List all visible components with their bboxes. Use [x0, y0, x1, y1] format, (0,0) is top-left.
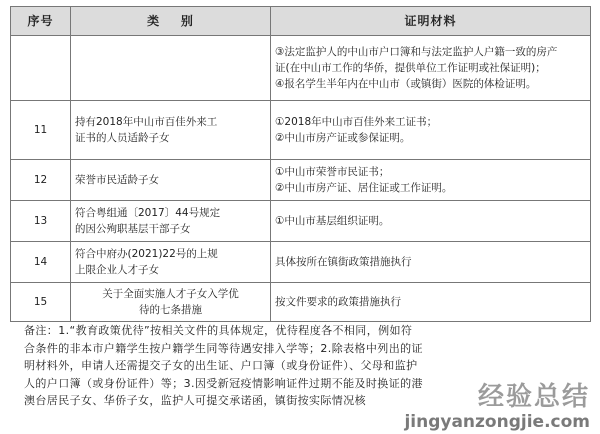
cell-category: [71, 201, 271, 242]
table-row: [11, 201, 591, 242]
materials-line: ①中山市基层组织证明。: [275, 215, 390, 227]
cell-materials: [271, 101, 591, 160]
watermark-chinese: 经验总结: [477, 382, 590, 412]
cell-no: 12: [11, 160, 71, 201]
category-line: 持有2018年中山市百佳外来工: [75, 116, 218, 128]
table-row: [11, 242, 591, 283]
cell-materials: [271, 242, 591, 283]
policy-materials-table: [10, 6, 591, 322]
materials-line: ①中山市荣誉市民证书；: [275, 166, 390, 178]
category-line: 待的七条措施: [139, 304, 202, 316]
category-line: 关于全面实施人才子女入学优: [102, 288, 239, 300]
note-line: 合条件的非本市户籍学生按户籍学生同等待遇安排入学等；2.除表格中列出的证: [24, 341, 423, 355]
materials-line: ③法定监护人的中山市户口簿和与法定监护人户籍一致的房产: [275, 46, 558, 58]
materials-line: ①2018年中山市百佳外来工证书；: [275, 116, 438, 128]
category-line: 荣誉市民适龄子女: [75, 174, 159, 186]
cell-category: [71, 160, 271, 201]
category-line: 符合粤组通〔2017〕44号规定: [75, 207, 221, 219]
category-line: 的因公殉职基层干部子女: [75, 223, 191, 235]
table-row: [11, 160, 591, 201]
watermark-url: jingyanzongjie.com: [404, 412, 590, 432]
materials-line: 按文件要求的政策措施执行: [275, 296, 401, 308]
note-line: 备注：1.“教育政策优待”按相关文件的具体规定，优待程度各不相同，例如符: [24, 324, 413, 337]
category-line: 上限企业人才子女: [75, 264, 159, 276]
cell-category: [71, 242, 271, 283]
header-materials: 证明材料: [271, 7, 591, 36]
note-line: 明材料外，申请人还需提交子女的出生证、户口簿（或身份证件）、父母和监护: [24, 359, 418, 372]
materials-line: ②中山市房产证或参保证明。: [275, 132, 411, 144]
note-line: 人的户口簿（或身份证件）等；3.因受新冠疫情影响证件过期不能及时换证的港: [24, 376, 423, 390]
cell-category: [71, 101, 271, 160]
note-line: 澳台居民子女、华侨子女，监护人可提交承诺函，镇街按实际情况核: [24, 394, 366, 407]
cell-no: 13: [11, 201, 71, 242]
category-line: 证书的人员适龄子女: [75, 132, 170, 144]
table-row: [11, 101, 591, 160]
cell-no: 11: [11, 101, 71, 160]
cell-materials: [271, 201, 591, 242]
materials-line: ②中山市房产证、居住证或工作证明。: [275, 182, 453, 194]
cell-no-empty: [11, 36, 71, 101]
header-category: 类 别: [71, 7, 271, 36]
table-row-continuation: [11, 36, 591, 101]
remarks-note: [24, 322, 584, 410]
table-header-row: [11, 7, 591, 36]
cell-category-empty: [71, 36, 271, 101]
materials-line: 具体按所在镇街政策措施执行: [275, 256, 412, 268]
cell-no: 15: [11, 283, 71, 322]
cell-no: 14: [11, 242, 71, 283]
cell-materials: [271, 283, 591, 322]
category-line: 符合中府办(2021)22号的上规: [75, 248, 218, 260]
cell-category: [71, 283, 271, 322]
materials-line: 证(在中山市工作的华侨，提供单位工作证明或社保证明)；: [275, 62, 546, 74]
table-row: [11, 283, 591, 322]
materials-line: ④报名学生半年内在中山市（或镇街）医院的体检证明。: [275, 78, 537, 90]
cell-materials: [271, 160, 591, 201]
header-no: 序号: [11, 7, 71, 36]
cell-materials: [271, 36, 591, 101]
